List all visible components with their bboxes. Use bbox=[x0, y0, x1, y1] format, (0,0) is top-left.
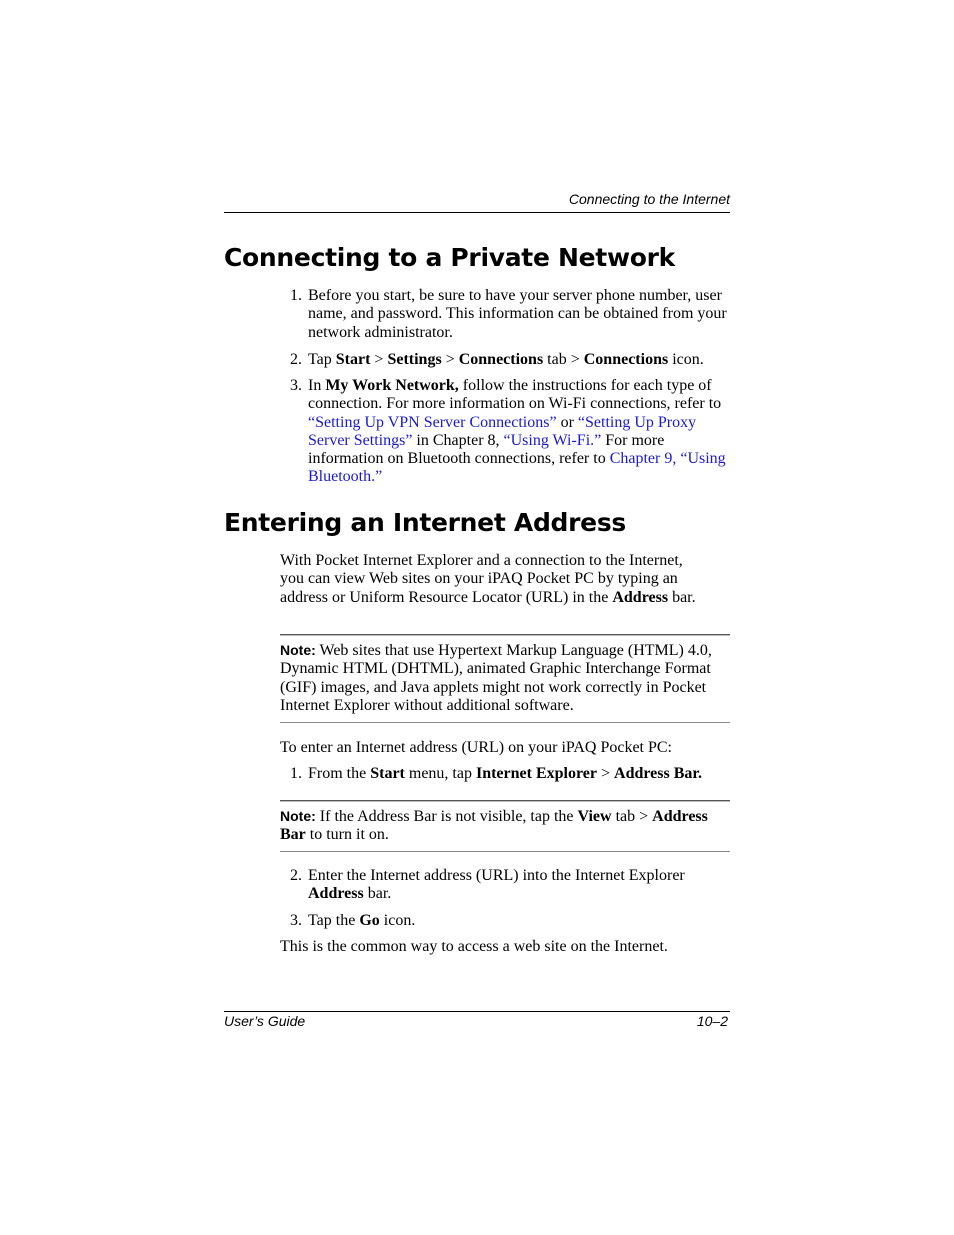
address-step-1 bbox=[280, 765, 730, 783]
step-number: 1. bbox=[290, 765, 302, 782]
lead-paragraph: To enter an Internet address (URL) on your iPAQ Pocket PC: bbox=[280, 739, 672, 756]
page-number: 10–2 bbox=[696, 1013, 728, 1029]
step-number: 2. bbox=[290, 351, 302, 368]
running-header: Connecting to the Internet bbox=[568, 191, 730, 207]
link-chapter-9-bluetooth[interactable]: Chapter 9, “Using Bluetooth.” bbox=[308, 450, 726, 486]
note-address-bar: Note: If the Address Bar is not visible, tap the View tab > Address Bar to turn it on. bbox=[280, 808, 708, 844]
note-html-support: Note: Web sites that use Hypertext Markup Language (HTML) 4.0, Dynamic HTML (DHTML), animated Graphic Interchange Format (GIF) images, and Java applets might not work correctly in Pocket Internet Explorer without additional software. bbox=[280, 642, 712, 714]
step-2 bbox=[280, 351, 730, 369]
step-3 bbox=[280, 377, 730, 487]
footer-title: User’s Guide bbox=[224, 1013, 306, 1029]
step-number: 1. bbox=[290, 287, 302, 304]
step-text: From the Start menu, tap Internet Explorer > Address Bar. bbox=[308, 765, 703, 782]
note-rule-top bbox=[280, 800, 730, 801]
address-step-2 bbox=[280, 867, 730, 904]
step-number: 3. bbox=[290, 912, 302, 929]
closing-paragraph: This is the common way to access a web site on the Internet. bbox=[280, 938, 668, 955]
footer-rule bbox=[224, 1011, 730, 1012]
step-number: 3. bbox=[290, 377, 302, 394]
section-title-internet-address: Entering an Internet Address bbox=[224, 508, 626, 537]
note-rule-top bbox=[280, 634, 730, 635]
step-1 bbox=[280, 287, 730, 342]
header-rule bbox=[224, 212, 730, 213]
link-vpn-server-connections[interactable]: “Setting Up VPN Server Connections” bbox=[308, 413, 557, 431]
note-rule-bottom bbox=[280, 851, 730, 852]
step-text: Tap Start > Settings > Connections tab > Connections icon. bbox=[308, 351, 704, 368]
section-title-private-network: Connecting to a Private Network bbox=[224, 243, 675, 272]
note-label: Note: bbox=[280, 808, 316, 824]
step-number: 2. bbox=[290, 867, 302, 884]
step-text: Tap the Go icon. bbox=[308, 912, 416, 929]
intro-paragraph: With Pocket Internet Explorer and a connection to the Internet, you can view Web sites on your iPAQ Pocket PC by typing an address or Uniform Resource Locator (URL) in the Address bar. bbox=[280, 552, 696, 606]
note-label: Note: bbox=[280, 642, 316, 658]
step-text: In My Work Network, follow the instructions for each type of connection. For more information on Wi-Fi connections, refer to “Setting Up VPN Server Connections” or “Setting Up Proxy Server Settings” in Chapter 8, “Using Wi-Fi.” For more information on Bluetooth connections, refer to Chapter 9, “Using Bluetooth.” bbox=[308, 377, 726, 486]
link-using-wifi[interactable]: “Using Wi-Fi.” bbox=[503, 431, 602, 449]
note-rule-bottom bbox=[280, 722, 730, 723]
address-step-3 bbox=[280, 912, 730, 930]
step-text: Before you start, be sure to have your server phone number, user name, and password. This information can be obtained from your network administrator. bbox=[308, 287, 727, 341]
link-proxy-server-settings[interactable]: “Setting Up Proxy Server Settings” bbox=[308, 413, 697, 449]
step-text: Enter the Internet address (URL) into the Internet Explorer Address bar. bbox=[308, 867, 685, 903]
